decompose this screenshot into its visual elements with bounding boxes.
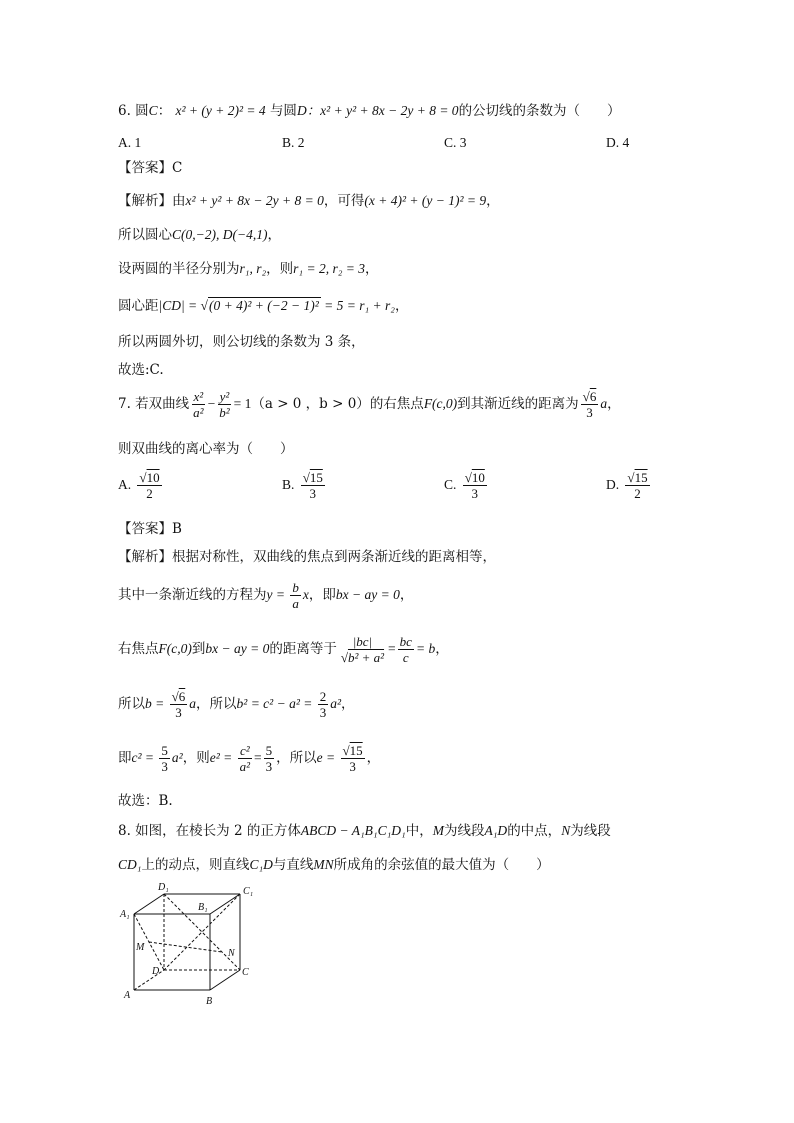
label-m: M xyxy=(136,942,145,953)
label-b1: B₁ xyxy=(198,902,208,913)
label-d1: D₁ xyxy=(158,882,169,893)
q6-conclusion: 故选:C. xyxy=(118,362,164,378)
cube-figure xyxy=(110,880,270,1010)
q6-option-b: B. 2 xyxy=(282,135,305,150)
q6-answer: 【答案】C xyxy=(118,160,183,176)
label-a: A xyxy=(124,990,131,1001)
label-a1: A₁ xyxy=(120,909,130,920)
fraction: $\frac{√6}{3}$ xyxy=(582,389,597,420)
fraction: $\frac{\text{y²}}{\text{b²}}$ xyxy=(219,389,230,420)
label-d: D xyxy=(152,966,160,977)
label-c1: C₁ xyxy=(243,886,254,897)
circle-c-equation: x² + (y + 2)² = 4 xyxy=(175,103,266,118)
q7-conclusion: 故选：B. xyxy=(118,793,173,809)
edge-b1c1 xyxy=(210,894,240,914)
q6-analysis-line-2: 所以圆心C(0,−2), D(−4,1)， xyxy=(118,227,281,243)
q6-analysis-line-5: 所以两圆外切，则公切线的条数为 3 条， xyxy=(118,334,365,350)
q7-analysis-line-1: 【解析】根据对称性，双曲线的焦点到两条渐近线的距离相等， xyxy=(118,549,496,565)
q6-option-d: D. 4 xyxy=(606,135,630,150)
q7-option-c: C. $\frac{√10}{3}$ xyxy=(444,470,485,501)
q6-stem: 6. 圆C： x² + (y + 2)² = 4 与圆D：x² + y² + 8x − 2y + 8 = 0的公切线的条数为（ ） xyxy=(118,103,621,119)
q7-analysis-line-3: 右焦点F(c,0)到bx − ay = 0的距离等于 $\frac{|bc|}{\text{√b² + a²}}$ = $\frac{bc}{c}$ = b， xyxy=(118,634,449,665)
label-c: C xyxy=(242,967,249,978)
circle-d-equation: ：x² + y² + 8x − 2y + 8 = 0 xyxy=(306,103,459,118)
q7-stem-line-2: 则双曲线的离心率为（ ） xyxy=(118,441,294,457)
edge-a1d1 xyxy=(134,894,164,914)
fraction: $\frac{\text{x²}}{\text{a²}}$ xyxy=(193,389,204,420)
edge-bc xyxy=(210,970,240,990)
q8-stem-line-1: 8. 如图，在棱长为 2 的正方体ABCD − A₁B₁C₁D₁中，M为线段A₁D的中点，N为线段 xyxy=(118,823,611,839)
sqrt-symbol: √(0 + 4)² + (−2 − 1)² xyxy=(200,298,319,313)
q6-analysis-line-1: 【解析】由x² + y² + 8x − 2y + 8 = 0，可得(x + 4)² + (y − 1)² = 9， xyxy=(118,193,500,209)
q6-option-a: A. 1 xyxy=(118,135,142,150)
edge-ad xyxy=(134,970,164,990)
segment-mn xyxy=(149,942,222,952)
q7-option-d: D. $\frac{√15}{2}$ xyxy=(606,470,648,501)
q7-option-a: A. $\frac{√10}{2}$ xyxy=(118,470,160,501)
q8-stem-line-2: CD₁上的动点，则直线C₁D与直线MN所成角的余弦值的最大值为（ ） xyxy=(118,857,550,873)
q7-answer: 【答案】B xyxy=(118,521,182,537)
q6-analysis-line-4: 圆心距|CD| = √(0 + 4)² + (−2 − 1)² = 5 = r₁ + r₂， xyxy=(118,298,409,314)
label-n: N xyxy=(228,948,235,959)
q7-analysis-line-4: 所以b = $\frac{√6}{3}$ a，所以b² = c² − a² = $\frac{2}{3}$ a²， xyxy=(118,689,355,720)
q7-analysis-line-2: 其中一条渐近线的方程为y = $\frac{b}{a}$ x，即bx − ay = 0， xyxy=(118,580,414,611)
label-b: B xyxy=(206,996,213,1007)
q7-option-b: B. $\frac{√15}{3}$ xyxy=(282,470,323,501)
q7-stem-line-1: 7. 若双曲线 $\frac{\text{x²}}{\text{a²}}$ − $\frac{\text{y²}}{\text{b²}}$ = 1（a > 0 ，b > 0）的右焦点F(c,0)到其渐近线的距离为 $\frac{√6}{3}$ a， xyxy=(118,389,621,420)
q6-option-c: C. 3 xyxy=(444,135,467,150)
q6-analysis-line-3: 设两圆的半径分别为r₁, r₂，则r₁ = 2, r₂ = 3， xyxy=(118,261,379,277)
q6-number: 6. 圆 xyxy=(118,103,149,119)
q7-analysis-line-5: 即c² = $\frac{5}{3}$ a²，则e² = $\frac{\text{c²}}{\text{a²}}$ = $\frac{5}{3}$ ，所以e = $\frac{√15}{3}$ ， xyxy=(118,743,381,774)
